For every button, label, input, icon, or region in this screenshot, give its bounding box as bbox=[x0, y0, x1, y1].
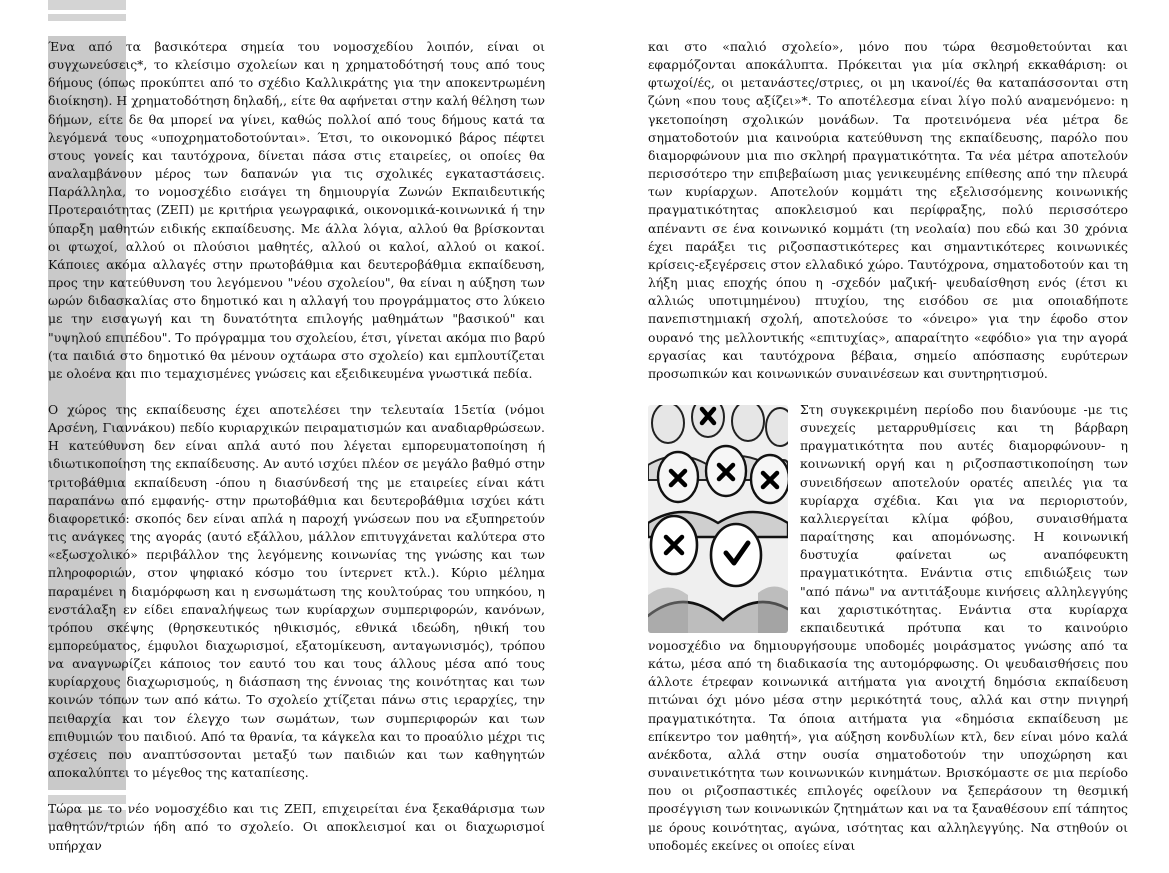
right-paragraph-1: και στο «παλιό σχολείο», μόνο που τώρα θεσμοθετούνται και εφαρμόζονται αποκάλυπτα. Πρόκειται για μία σκληρή εκκαθάριση: οι φτωχοί/ές, οι μετανάστες/στριες, οι μη ικανοί/ές θα καταπάσσονται στη ζώνη «που τους αξίζει»*. Το αποτέλεσμα είναι λίγο πολύ αναμενόμενο: η γκετοποίηση σχολικών μονάδων. Τα προτεινόμενα νέα μέτρα δε σηματοδοτούν μια καινούρια κατεύθυνση της εκπαίδευσης, παρόλο που διαμορφώνουν μια πιο σκληρή πραγματικότητα. Τα νέα μέτρα αποτελούν περισσότερο την επιβεβαίωση μιας γενικευμένης επίθεσης από την πλευρά των κυρίαρχων. Αποτελούν κομμάτι της εξελισσόμενης κοινωνικής πραγματικότητας αποκλεισμού και περίφραξης, πολύ περισσότερο απέναντι σε ένα κοινωνικό κομμάτι (τη νεολαία) που εδώ και 30 χρόνια έχει παράξει τις ριζοσπαστικότερες και σημαντικότερες κοινωνικές κρίσεις-εξεγέρσεις στον ελλαδικό χώρο. Ταυτόχρονα, σηματοδοτούν και τη λήξη μιας εποχής όπου η -σχεδόν μαζική- ψευδαίσθηση ενός (έτσι κι αλλιώς υποτιμημένου) πτυχίου, της εισόδου σε μια οποιαδήποτε πανεπιστημιακή σχολή, αποτελούσε το «όνειρο» για την έφοδο στον ουρανό της μελλοντικής «επιτυχίας», απαραίτητο «εφόδιο» για την αγορά εργασίας και ταυτόχρονα βέβαια, σημείο απόσπασης ευρύτερων προσωπικών και κοινωνικών συναινέσεων και συντηρητισμού. bbox=[648, 39, 1128, 381]
left-paragraph-3: Τώρα με το νέο νομοσχέδιο και τις ΖΕΠ, επιχειρείται ένα ξεκαθάρισμα των μαθητών/τριών ήδη από το σχολείο. Οι αποκλεισμοί και οι διαχωρισμοί υπήρχαν bbox=[48, 801, 545, 853]
right-paragraph-2: Στη συγκεκριμένη περίοδο που διανύουμε -με τις συνεχείς μεταρρυθμίσεις και τη βάρβαρη πραγματικότητα που αυτές διαμορφώνουν- η κοινωνική οργή και η ριζοσπαστικοποίηση των συνειδήσεων αποτελούν ορατές απειλές για τα κυρίαρχα σχέδια. Και για να περιοριστούν, καλλιεργείται κλίμα φόβου, συναισθήματα παραίτησης και απομόνωσης. Η κοινωνική δυστυχία φαίνεται ως αναπόφευκτη πραγματικότητα. Ενάντια στις επιδιώξεις των "από πάνω" να αντιτάξουμε κινήσεις αλληλεγγύης και χαριστικότητας. Ενάντια στα κυρίαρχα εκπαιδευτικά πρότυπα και το καινούριο νομοσχέδιο να δημιουργήσουμε υποδομές μοιράσματος γνώσης από τα κάτω, μέσα από τη διαδικασία της αυτομόρφωσης. Οι ψευδαισθήσεις που άλλοτε έτρεφαν κοινωνικά αιτήματα για ανοιχτή δημόσια εκπαίδευση πιτώναι όχι μόνο μέσα στην μερικότητά τους, αλλά και στην πνιγηρή πραγματικότητα. Τα όποια αιτήματα για «δημόσια εκπαίδευση με επίκεντρο τον μαθητή», για αύξηση κονδυλίων κτλ, δεν είναι μόνο καλά ανέκδοτα, αλλά στην ουσία σηματοδοτούν την υποχώρηση και συναινετικότητα των κοινωνικών κινημάτων. Βρισκόμαστε σε μια περίοδο που οι ριζοσπαστικές επιλογές οφείλουν να ξεπεράσουν τη θεσμική προσέγγιση των κοινωνικών ζητημάτων και να τα ξαναθέσουν επί τάπητος με όρους κοινότητας, αγώνα, ισότητας και αλληλεγγύης. Να στηθούν οι υποδομές εκείνες οι οποίες είναι bbox=[648, 401, 1128, 853]
strip-top-bar-thin bbox=[48, 14, 126, 21]
crowd-illustration-icon bbox=[648, 405, 788, 633]
strip-top-bar bbox=[48, 0, 126, 10]
right-paragraph-2-block bbox=[648, 401, 1128, 855]
left-paragraph-1: Ένα από τα βασικότερα σημεία του νομοσχεδίου λοιπόν, είναι οι συγχωνεύσεις*, το κλείσιμο σχολείων και η χρηματοδότησή τους από τους δήμους (όπως προκύπτει από το σχέδιο Καλλικράτης για την αποκεντρωμένη διοίκηση). Η χρηματοδότηση δηλαδή,, είτε θα αφήνεται στην καλή θέληση των δήμων, είτε δε θα μπορεί να γίνει, καθώς πολλοί από τους δήμους κατά τα λεγόμενά τους «υποχρηματοδοτούνται». Έτσι, το οικονομικό βάρος πέφτει στους γονείς και ταυτόχρονα, δίνεται πάσα στις εταιρείες, οι οποίες θα αναλαμβάνουν μέρος των δαπανών για τις σχολικές εγκαταστάσεις. Παράλληλα, το νομοσχέδιο εισάγει τη δημιουργία Ζωνών Εκπαιδευτικής Προτεραιότητας (ΖΕΠ) με κριτήρια γεωγραφικά, οικονομικά-κοινωνικά ή την ύπαρξη μαθητών ειδικής εκπαίδευσης. Με άλλα λόγια, αλλού θα βρίσκονται οι φτωχοί, αλλού οι πλούσιοι μαθητές, αλλού οι καλοί, αλλού οι κακοί. Κάποιες ακόμα αλλαγές στην πρωτοβάθμια και δευτεροβάθμια εκπαίδευση, προς την κατεύθυνση του λεγόμενου "νέου σχολείου", θα είναι η αύξηση των ωρών διδασκαλίας στο δημοτικό και η αλλαγή του προγράμματος στο λύκειο με την εισαγωγή και τη δυνατότητα επιλογής μαθημάτων "βασικού" και "υψηλού επιπέδου". Το πρόγραμμα του σχολείου, έτσι, γίνεται ακόμα πιο βαρύ (τα παιδιά στο δημοτικό θα μένουν οχτάωρα στο σχολείο) και εμπλουτίζεται με ολοένα και πιο τεμαχισμένες γνώσεις και εξειδικευμένα γνωστικά πεδία. bbox=[48, 39, 545, 381]
left-page bbox=[48, 38, 545, 873]
right-page bbox=[648, 38, 1128, 873]
left-paragraph-2: Ο χώρος της εκπαίδευσης έχει αποτελέσει την τελευταία 15ετία (νόμοι Αρσένη, Γιαννάκου) πεδίο κυριαρχικών πειραματισμών και αναδιαρθρώσεων. Η κατεύθυνση δεν είναι απλά αυτό που λέγεται εμπορευματοποίηση ή ιδιωτικοποίηση της εκπαίδευσης. Αν αυτό ισχύει πλέον σε μεγάλο βαθμό στην τριτοβάθμια εκπαίδευση -όπου η διασύνδεσή της με εταιρείες είναι κάτι παραπάνω από εμφανής- στην πρωτοβάθμια και δευτεροβάθμια ισχύει κάτι διαφορετικό: σκοπός δεν είναι απλά η παροχή γνώσεων που να εξυπηρετούν τις ανάγκες της αγοράς (αυτό εξάλλου, μάλλον επιτυγχάνεται καλύτερα στο «εξωσχολικό» περιβάλλον της λεγόμενης κοινωνίας της γνώσης και των πληροφοριών, στον ψηφιακό κόσμο του ίντερνετ κτλ.). Κύριο μέλημα παραμένει η διαμόρφωση και η ενσωμάτωση της κουλτούρας του υπηκόου, η ενστάλαξη εν είδει επαναλήψεως των κυρίαρχων συμπεριφορών, κανόνων, τρόπου σκέψης (θρησκευτικός ηθικισμός, εθνικά ιδεώδη, ηθική του εμπορεύματος, έμφυλοι διαχωρισμοί, εξατομίκευση, ανταγωνισμός), τρόπου να αναγνωρίζει κάποιος τον εαυτό του και τους άλλους μέσα από τους κυρίαρχους διαχωρισμούς, η διάσπαση της έννοιας της κοινότητας και των κοινών τόπων των από κάτω. Το σχολείο χτίζεται πάνω στις ιεραρχίες, την πειθαρχία και τον έλεγχο των σωμάτων, των συμπεριφορών και των επιθυμιών του παιδιού. Από τα θρανία, τα κάγκελα και το προαύλιο μέχρι τις σχέσεις που αναπτύσσονται μεταξύ των παιδιών και των καθηγητών αποκαλύπτει το μέγεθος της καταπίεσης. bbox=[48, 401, 545, 781]
